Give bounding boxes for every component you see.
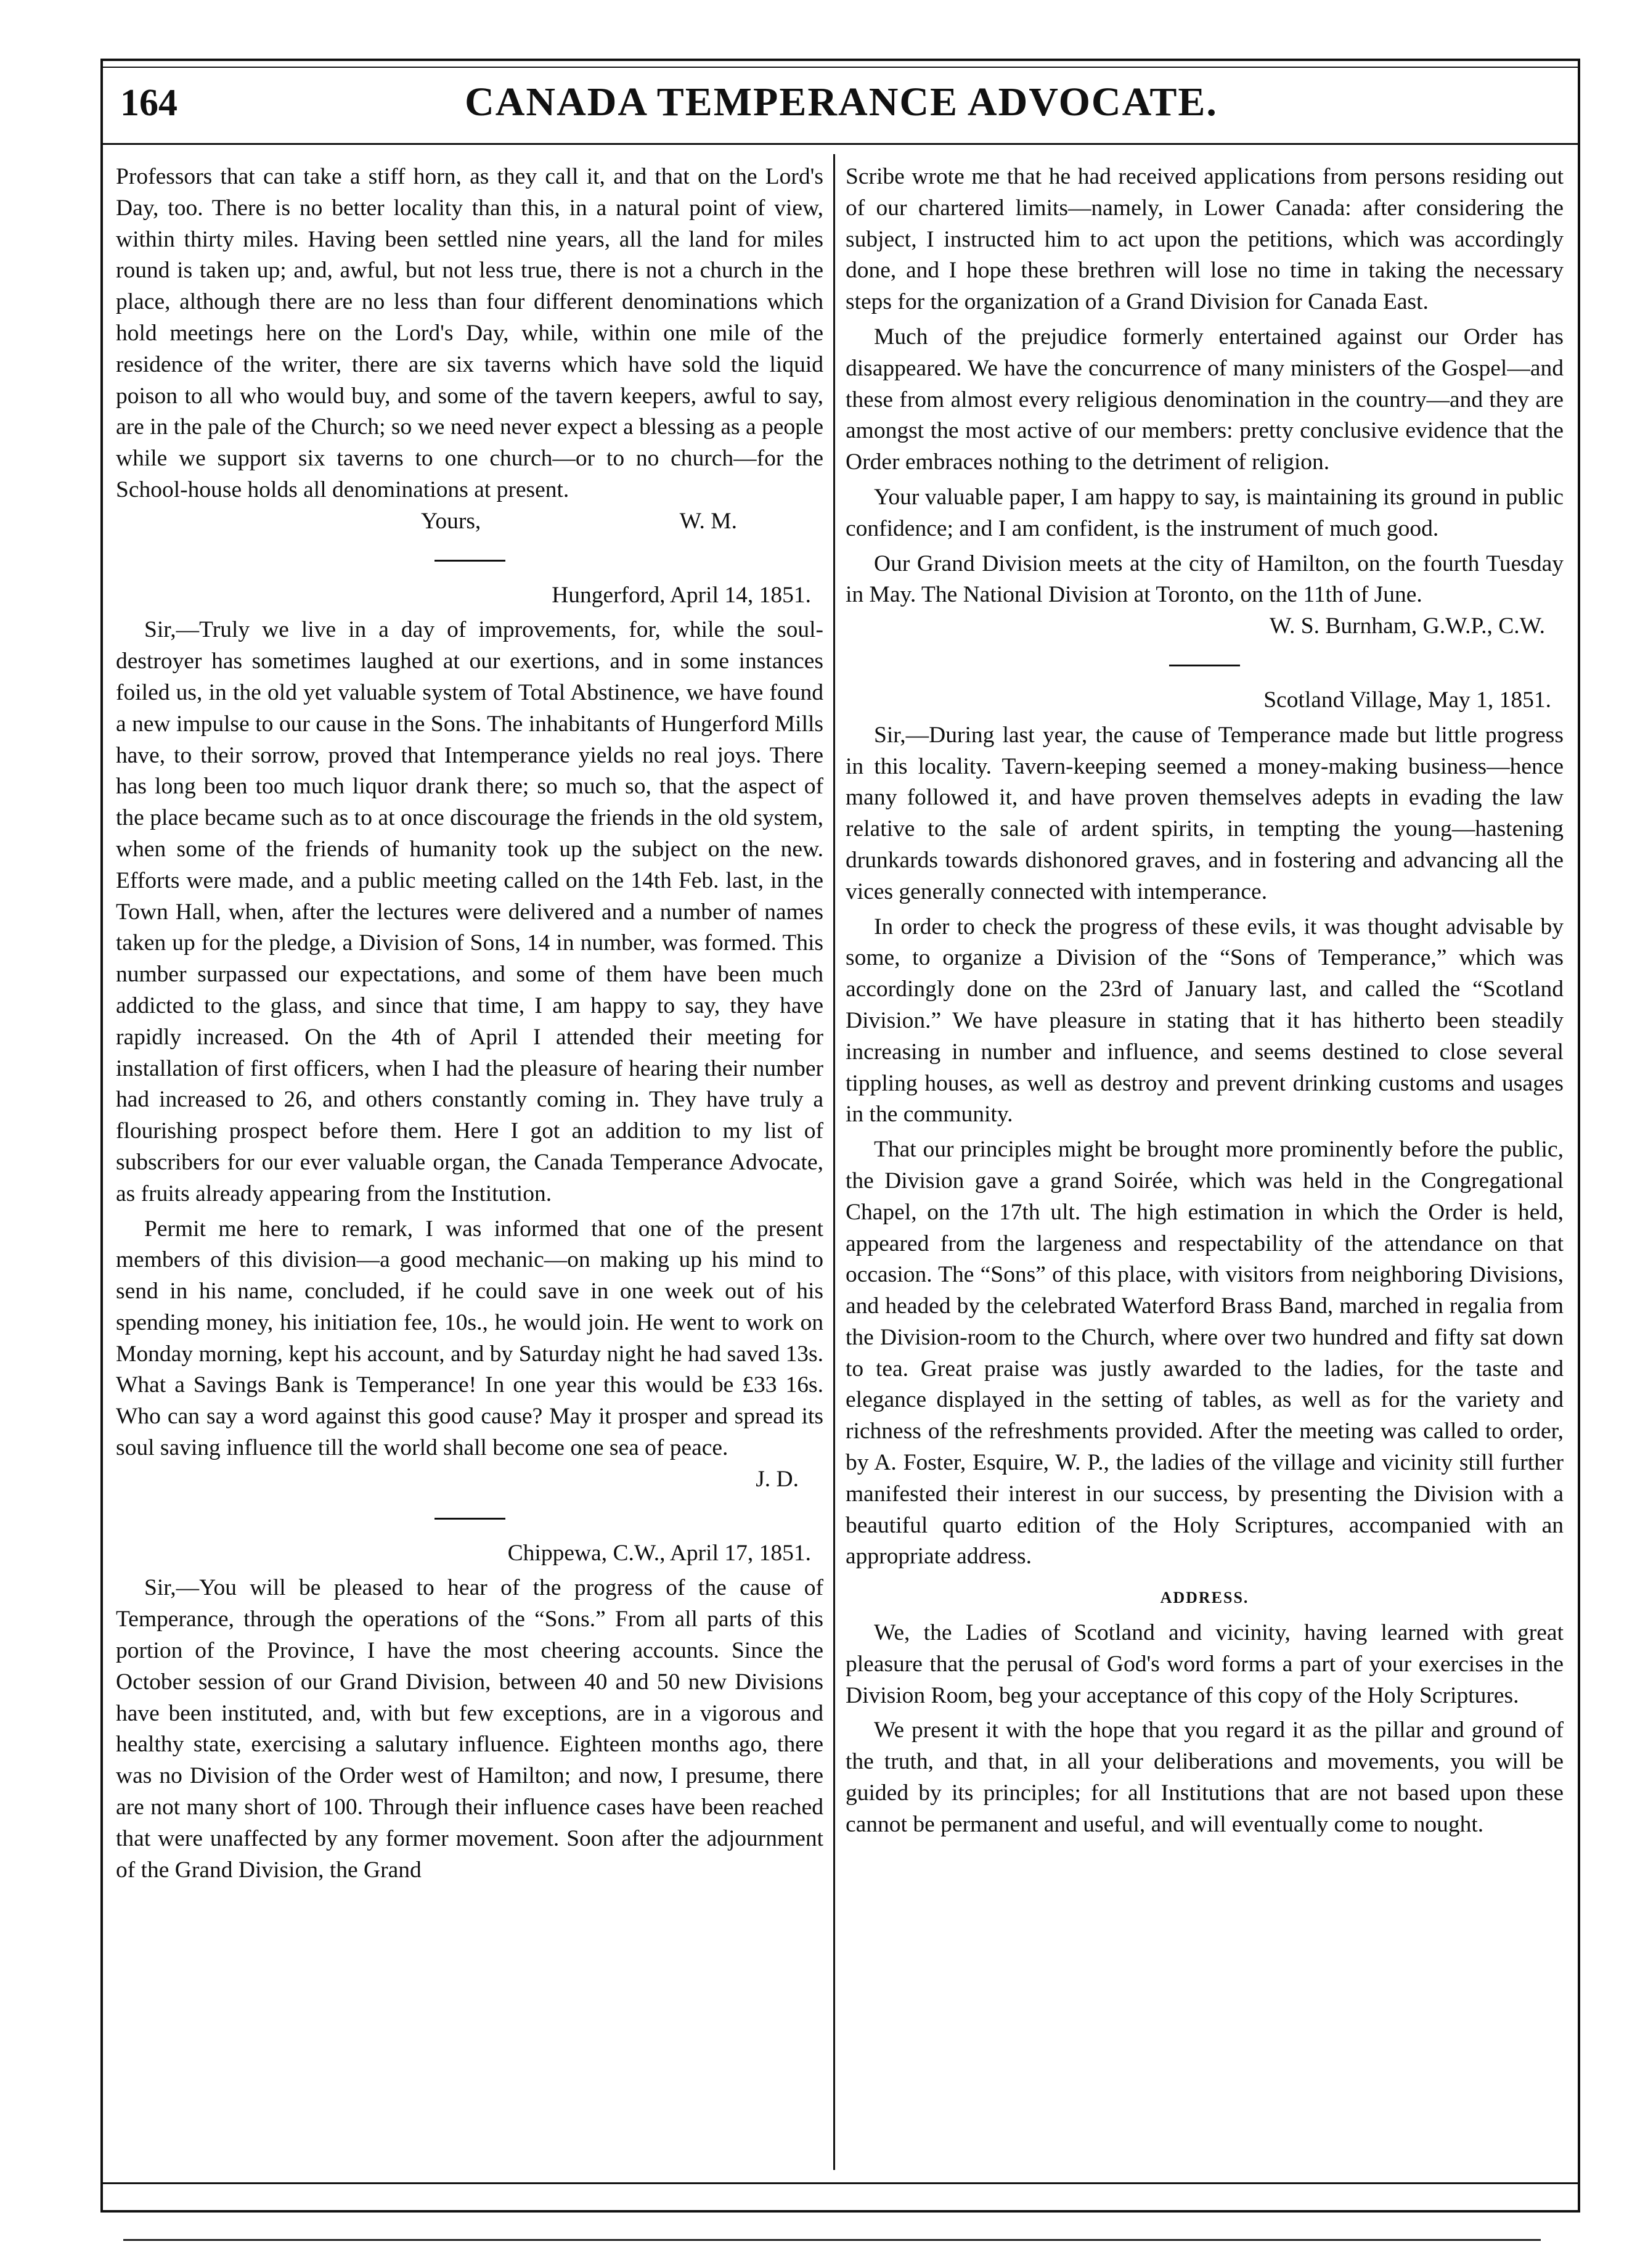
- masthead-title: CANADA TEMPERANCE ADVOCATE.: [465, 80, 1218, 125]
- section-separator: [434, 1518, 505, 1520]
- letter-chippewa-continued: Scribe wrote me that he had received applications from persons residing out of our chartered limits—namely, in Lower Canada: after considering the subject, I instructed him to act upon the petitions, which was accordingly done, and I hope these brethren will lose no time in taking the necessary steps for the organization of a Grand Division for Canada East.: [846, 164, 1564, 315]
- letter-wm-signature: [116, 506, 823, 538]
- header-rule: [100, 143, 1580, 145]
- section-separator: [1169, 665, 1240, 666]
- frame-left-rule: [100, 59, 103, 2210]
- letter-chippewa-body-4: Our Grand Division meets at the city of Hamilton, on the fourth Tuesday in May. The National Division at Toronto, on the 11th of June.: [846, 551, 1564, 608]
- address-body: We, the Ladies of Scotland and vicinity, having learned with great pleasure that the perusal of God's word forms a part of your exercises in the Division Room, beg your acceptance of this copy of the Holy Scriptures.: [846, 1620, 1564, 1708]
- address-body-2: We present it with the hope that you regard it as the pillar and ground of the truth, and that, in all your deliberations and movements, you will be guided by its principles; for all Institutions that are not based upon these cannot be permanent and useful, and will eventually come to nought.: [846, 1717, 1564, 1837]
- signature-salutation: Yours,: [421, 508, 481, 534]
- dateline-chippewa: Chippewa, C.W., April 17, 1851.: [507, 1540, 811, 1566]
- frame-top-rule: [100, 59, 1580, 61]
- letter-hungerford-signature: J. D.: [756, 1466, 799, 1492]
- dateline-hungerford: Hungerford, April 14, 1851.: [552, 582, 811, 608]
- letter-chippewa-signature: W. S. Burnham, G.W.P., C.W.: [1270, 613, 1545, 639]
- frame-bottom-rule-inner: [100, 2182, 1580, 2184]
- letter-chippewa-body: Sir,—You will be pleased to hear of the progress of the cause of Temperance, through the operations of the “Sons.” From all parts of this portion of the Province, I have the most cheering accounts. Since the October session of our Grand Division, between 40 and 50 new Divisions have been instituted, and, with but few exceptions, are in a vigorous and healthy state, exercising a salutary influence. Eighteen months ago, there was no Division of the Order west of Hamilton; and now, I presume, there are not many short of 100. Through their influence cases have been reached that were unaffected by any former movement. Soon after the adjournment of the Grand Division, the Grand: [116, 1575, 823, 1883]
- letter-chippewa-body-2: Much of the prejudice formerly entertained against our Order has disappeared. We have the concurrence of many ministers of the Gospel—and these from almost every religious denomination in the country—and they are amongst the most active of our members: pretty conclusive evidence that the Order embraces nothing to the detriment of religion.: [846, 324, 1564, 475]
- address-heading: ADDRESS.: [1160, 1589, 1249, 1607]
- letter-scotland-body-3: That our principles might be brought more prominently before the public, the Division gave a grand Soirée, which was held in the Congregational Chapel, on the 17th ult. The high estimation in which the Order is held, appeared from the largeness and respectability of the attendance on that occasion. The “Sons” of this place, with visitors from neighboring Divisions, and headed by the celebrated Waterford Brass Band, marched in regalia from the Division-room to the Church, where over two hundred and fifty sat down to tea. Great praise was justly awarded to the ladies, for the taste and elegance displayed in the setting of tables, as well as for the variety and richness of the refreshments provided. After the meeting was called to order, by A. Foster, Esquire, W. P., the ladies of the village and vicinity still further manifested their interest in our success, by presenting the Division with a beautiful quarto edition of the Holy Scriptures, accompanied with an appropriate address.: [846, 1137, 1564, 1570]
- frame-top-rule-inner: [100, 67, 1580, 68]
- letter-hungerford-body: Sir,—Truly we live in a day of improvements, for, while the soul-destroyer has sometimes laughed at our exertions, and in some instances foiled us, in the old yet valuable system of Total Abstinence, we have found a new impulse to our cause in the Sons. The inhabitants of Hungerford Mills have, to their sorrow, proved that Intemperance yields no real joys. There has long been too much liquor drank there; so much so, that the aspect of the place became such as to at once discourage the friends in the old system, when some of the friends of humanity took up the subject on the new. Efforts were made, and a public meeting called on the 14th Feb. last, in the Town Hall, when, after the lectures were delivered and a number of names taken up for the pledge, a Division of Sons, 14 in number, was formed. This number surpassed our expectations, and some of them have been much addicted to the glass, and since that time, I am happy to say, they have rapidly increased. On the 4th of April I attended their meeting for installation of first officers, when I had the pleasure of hearing their number had increased to 26, and others constantly coming in. They have truly a flourishing prospect before them. Here I got an addition to my list of subscribers for our ever valuable organ, the Canada Temperance Advocate, as fruits already appearing from the Institution.: [116, 617, 823, 1206]
- letter-scotland-body: Sir,—During last year, the cause of Temperance made but little progress in this locality. Tavern-keeping seemed a money-making business—hence many followed it, and have proven themselves adepts in evading the law relative to the sale of ardent spirits, in tempting the young—hastening drunkards towards dishonored graves, and in fostering and advancing all the vices generally connected with intemperance.: [846, 722, 1564, 904]
- page-number: 164: [120, 82, 177, 124]
- frame-bottom-rule: [100, 2210, 1580, 2213]
- letter-scotland-body-2: In order to check the progress of these evils, it was thought advisable by some, to organize a Division of the “Sons of Temperance,” which was accordingly done on the 23rd of January last, and called the “Scotland Division.” We have pleasure in stating that it has hitherto been steadily increasing in number and influence, and seems destined to close several tippling houses, as well as destroy and prevent drinking customs and usages in the community.: [846, 914, 1564, 1128]
- column-divider: [833, 154, 835, 2170]
- page-header: [120, 79, 1562, 134]
- left-column: [116, 162, 823, 1886]
- right-column: [846, 162, 1564, 1841]
- letter-hungerford-body-2: Permit me here to remark, I was informed that one of the present members of this division—a good mechanic—on making up his mind to send in his name, concluded, if he could save in one week out of his spending money, his initiation fee, 10s., he would join. He went to work on Monday morning, kept his account, and by Saturday night he had saved 13s. What a Savings Bank is Temperance! In one year this would be £33 16s. Who can say a word against this good cause? May it prosper and spread its soul saving influence till the world shall become one sea of peace.: [116, 1216, 823, 1461]
- frame-right-rule: [1578, 59, 1580, 2210]
- letter-chippewa-body-3: Your valuable paper, I am happy to say, is maintaining its ground in public confidence; and I am confident, is the instrument of much good.: [846, 484, 1564, 541]
- dateline-scotland: Scotland Village, May 1, 1851.: [1263, 687, 1551, 713]
- section-separator: [434, 560, 505, 562]
- page-bottom-line: [123, 2239, 1541, 2241]
- signature-name: W. M.: [679, 508, 737, 534]
- letter-wm-body: Professors that can take a stiff horn, as they call it, and that on the Lord's Day, too. There is no better locality than this, in a natural point of view, within thirty miles. Having been settled nine years, all the land for miles round is taken up; and, awful, but not less true, there is not a church in the place, although there are no less than four different denominations which hold meetings here on the Lord's Day, while, within one mile of the residence of the writer, there are six taverns which have sold the liquid poison to all who would buy, and some of the tavern keepers, awful to say, are in the pale of the Church; so we need never expect a blessing as a people while we support six taverns to one church—or to no church—for the School-house holds all denominations at present.: [116, 164, 823, 502]
